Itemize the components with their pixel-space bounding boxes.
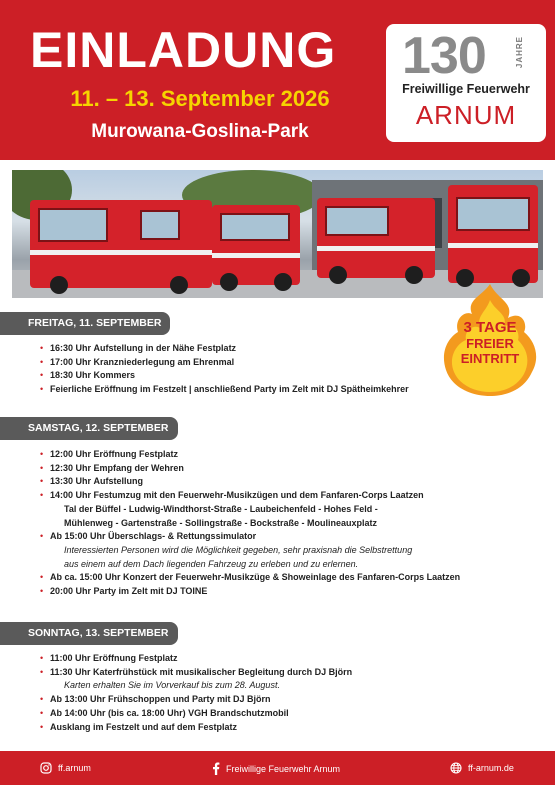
list-item: • 12:30 Uhr Empfang der Wehren — [40, 462, 460, 476]
list-item: • 11:30 Uhr Katerfrühstück mit musikalischer Begleitung durch DJ Björn — [40, 666, 352, 680]
footer — [0, 751, 555, 785]
list-note: Karten erhalten Sie im Vorverkauf bis zum 28. August. — [64, 680, 280, 691]
website-link[interactable] — [450, 762, 514, 774]
list-item: • Ab 15:00 Uhr Überschlags- & Rettungssimulator — [40, 530, 460, 544]
logo-organization: Freiwillige Feuerwehr — [402, 82, 530, 96]
badge-text — [436, 320, 544, 365]
instagram-handle: ff.arnum — [58, 763, 91, 773]
facebook-link[interactable] — [212, 762, 340, 775]
tanker-truck-image — [448, 185, 538, 283]
list-item: • 13:30 Uhr Aufstellung — [40, 475, 460, 489]
list-item: • Ausklang im Festzelt und auf dem Festplatz — [40, 721, 352, 735]
event-location: Murowana-Goslina-Park — [91, 121, 309, 142]
day-heading-friday: FREITAG, 11. SEPTEMBER — [0, 312, 170, 335]
logo-years: JAHRE — [515, 36, 524, 69]
logo-name: ARNUM — [415, 100, 517, 130]
schedule-saturday — [40, 448, 460, 599]
facebook-page: Freiwillige Feuerwehr Arnum — [226, 763, 341, 774]
list-item: • Feierliche Eröffnung im Festzelt | anschließend Party im Zelt mit DJ Spätheimkehrer — [40, 383, 409, 397]
list-item: • 18:30 Uhr Kommers — [40, 369, 409, 383]
list-item: • Ab 13:00 Uhr Frühschoppen und Party mit DJ Björn — [40, 693, 352, 707]
instagram-link[interactable] — [40, 762, 91, 774]
list-item: • 11:00 Uhr Eröffnung Festplatz — [40, 652, 352, 666]
badge-line-free: FREIER — [466, 336, 514, 351]
badge-line-entry: EINTRITT — [460, 351, 520, 366]
list-item: • 20:00 Uhr Party im Zelt mit DJ TOINE — [40, 585, 460, 599]
website-url: ff-arnum.de — [468, 763, 514, 773]
pumper-truck-image — [317, 198, 435, 278]
instagram-icon — [40, 762, 52, 774]
schedule-sunday — [40, 652, 352, 734]
header-banner — [0, 0, 555, 160]
van-truck-image — [212, 205, 300, 285]
fire-trucks-photo — [12, 170, 543, 298]
event-date: 11. – 13. September 2026 — [70, 86, 330, 111]
list-item: • Ab ca. 15:00 Uhr Konzert der Feuerwehr-Musikzüge & Showeinlage des Fanfaren-Corps Laatzen — [40, 571, 460, 585]
free-entry-badge — [436, 280, 544, 398]
list-item: • 14:00 Uhr Festumzug mit den Feuerwehr-Musikzügen und dem Fanfaren-Corps Laatzen — [40, 489, 460, 503]
anniversary-logo — [386, 24, 546, 142]
list-item: • 12:00 Uhr Eröffnung Festplatz — [40, 448, 460, 462]
schedule-friday — [40, 342, 409, 397]
ladder-truck-image — [30, 200, 212, 288]
day-heading-saturday: SAMSTAG, 12. SEPTEMBER — [0, 417, 178, 440]
list-item: • 16:30 Uhr Aufstellung in der Nähe Festplatz — [40, 342, 409, 356]
route-line: Tal der Büffel - Ludwig-Windthorst-Straße - Laubeichenfeld - Hohes Feld - — [64, 503, 378, 514]
facebook-icon — [212, 762, 220, 775]
route-line: Mühlenweg - Gartenstraße - Sollingstraße - Bockstraße - Moulineauxplatz — [64, 517, 378, 528]
list-note: Interessierten Personen wird die Möglichkeit gegeben, sehr praxisnah die Selbstrettung — [64, 544, 413, 555]
list-item: • Ab 14:00 Uhr (bis ca. 18:00 Uhr) VGH Brandschutzmobil — [40, 707, 352, 721]
page-title: EINLADUNG — [30, 22, 337, 78]
badge-line-days: 3 TAGE — [463, 319, 517, 336]
list-item: • 17:00 Uhr Kranzniederlegung am Ehrenmal — [40, 356, 409, 370]
logo-number: 130 — [402, 30, 486, 76]
list-note: aus einem auf dem Dach liegenden Fahrzeug zu erleben und zu erlernen. — [64, 558, 359, 569]
globe-icon — [450, 762, 462, 774]
day-heading-sunday: SONNTAG, 13. SEPTEMBER — [0, 622, 178, 645]
